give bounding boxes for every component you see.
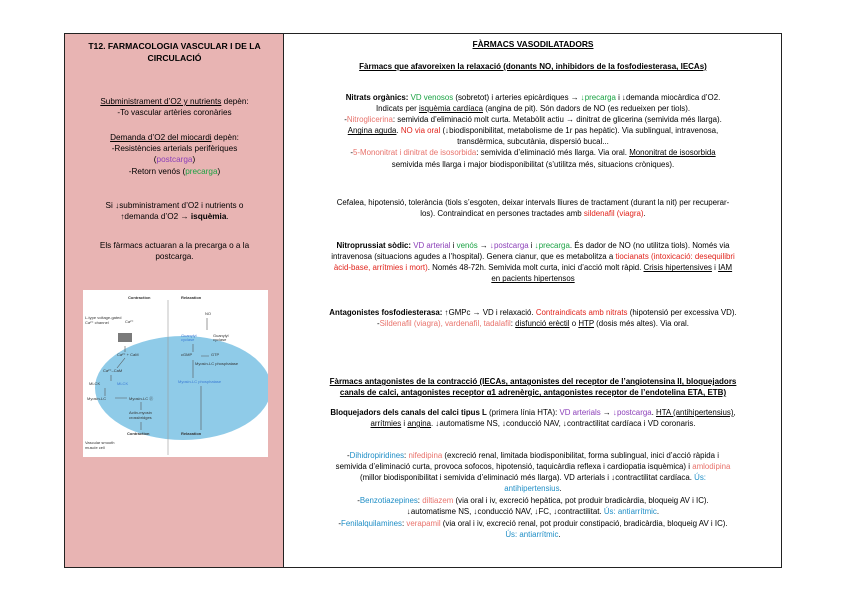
nitrats-adverse-paragraph: Cefalea, hipotensió, tolerància (tiols s’esgoten, deixar intervals lliures de tractament (durant la nit) per recuperar- los). Contraindicat en persones tractades amb sildenafil (viagra). <box>336 198 730 219</box>
precarga-label: precarga <box>185 166 218 176</box>
svg-text:MLCK: MLCK <box>89 381 101 386</box>
supply-item: -To vascular artèries coronàries <box>117 108 232 118</box>
svg-text:GTP: GTP <box>211 352 220 357</box>
svg-text:Ca²⁺–CaM: Ca²⁺–CaM <box>103 368 123 373</box>
main-title: FÀRMACS VASODILATADORS <box>472 39 594 49</box>
fosfodiesterasa-paragraph: Antagonistes fosfodiesterasa: ↑GMPc → VD i relaxació. Contraindicats amb nitrats (hipotensió per excessiva VD). -Sildenafil (viagra), vardenafil, tadalafil: disfunció erèctil o HTP (dosis més altes). Via oral. <box>329 308 737 329</box>
svg-text:Ca²⁺ channel: Ca²⁺ channel <box>85 320 109 325</box>
calcium-channel-icon <box>118 333 132 342</box>
dihidropiridines-paragraph: -Dihidropiridines: nifedipina (excreció renal, limitada biodisponibilitat, forma sublingual, inici d’acció ràpida i semivida d’eliminació curta, provoca sofocos, hipotensió, taquicàrdia reflexa i cardiopatia isquèmica) i amlodipina (millor biodisponibilitat i semivida d’eliminació més llarga). VD arterials i ↓contractilitat cardíaca. Ús: antihipertensius. <box>335 451 731 494</box>
svg-text:Myosin-LC phosphatase: Myosin-LC phosphatase <box>195 361 239 366</box>
demand-block: Demanda d’O2 del miocardi depèn: -Resistències arterials perifèriques (postcarga) -Retorn venós (precarga) <box>65 132 284 177</box>
svg-text:Guanylyl: Guanylyl <box>213 333 229 338</box>
drugs-block: Els fàrmacs actuaran a la precarga o a la postcarga. <box>99 241 250 262</box>
relaxation-title: Relaxation <box>181 295 202 300</box>
nitrats-paragraph: Nitrats orgànics: VD venosos (sobretot) i arteries epicàrdiques → ↓precarga i ↓demanda miocàrdica d’O2. Indicats per isquèmia cardíaca (angina de pit). Són dadors de NO (es redueixen per tiols). -Nitroglicerina: semivida d’eliminació molt curta. Metabòlit actiu → dinitrat de glicerina (semivida més llarga). Angina aguda. NO via oral (↓biodisponibilitat, metabolisme de 1r pas hepàtic). Via sublingual, intravenosa, transdèrmica, subcutània, dispersió bucal... -5-Mononitrat i dinitrat de isosorbida: semivida d’eliminació més llarga. Via oral. Mononitrat de isosorbida semivida més llarga i major biodisponibilitat (s’utilitza més, situacions cròniques). <box>344 93 722 169</box>
svg-text:Actin-myosin: Actin-myosin <box>129 410 152 415</box>
svg-text:crossbridges: crossbridges <box>129 415 152 420</box>
svg-text:muscle cell: muscle cell <box>85 445 105 450</box>
contraction-title: Contraction <box>128 295 151 300</box>
diagram-svg <box>83 290 268 457</box>
svg-text:MLCK: MLCK <box>117 381 129 386</box>
supply-block: Subministrament d’O2 y nutrients depèn: -To vascular artèries coronàries <box>65 96 284 118</box>
svg-text:cyclase: cyclase <box>213 337 227 342</box>
chapter-title: T12. FARMACOLOGIA VASCULAR I DE LA CIRCULACIÓ <box>88 41 261 63</box>
calcium-blockers-paragraph: Bloquejadors dels canals del calci tipus L (primera línia HTA): VD arterials → ↓postcarga. HTA (antihipertensius), arrítmies i angina. ↓automatisme NS, ↓conducció NAV, ↓contractilitat cardíaca i VD coronaris. <box>330 408 736 429</box>
ischemia-block: Si ↓subministrament d’O2 i nutrients o ↑demanda d’O2 → isquèmia. <box>105 201 244 222</box>
vasodilators-column <box>285 34 781 567</box>
svg-text:Relaxation: Relaxation <box>181 431 202 436</box>
svg-text:Myosin-LC phosphatase: Myosin-LC phosphatase <box>178 379 222 384</box>
svg-text:NO: NO <box>205 311 211 316</box>
nitroprussiat-paragraph: Nitroprussiat sòdic: VD arterial i venós → ↓postcarga i ↓precarga. És dador de NO (no utilitza tiols). Només via intravenosa (situacions agudes a l’hospital). Genera cianur, que es metabolitza a tiocianats (intoxicació: desequilibri àcid-base, arrítmies i mort). Només 48-72h. Semivida molt curta, inici d’acció molt ràpid. Crisis hipertensives i IAM en pacients hipertensos <box>331 241 735 284</box>
svg-text:Guanylyl: Guanylyl <box>181 333 197 338</box>
supply-heading: Subministrament d’O2 y nutrients <box>100 97 222 106</box>
svg-text:L-type voltage-gated: L-type voltage-gated <box>85 315 122 320</box>
demand-item-resistances: -Resistències arterials perifèriques <box>111 144 238 154</box>
svg-text:cyclase: cyclase <box>181 337 195 342</box>
postcarga-label: postcarga <box>156 155 193 165</box>
svg-text:Vascular smooth: Vascular smooth <box>85 440 115 445</box>
smooth-muscle-diagram <box>83 290 268 457</box>
ischemia-word: isquèmia <box>190 212 227 222</box>
demand-heading: Demanda d’O2 del miocardi <box>110 133 212 142</box>
fenilalquilamines-paragraph: -Fenilalquilamines: verapamil (via oral i iv, excreció renal, pot produir constipació, bradicàrdia, bloqueig AV i IC). Ús: antiarrítmic. <box>338 519 728 540</box>
svg-text:Ca²⁺: Ca²⁺ <box>125 319 134 324</box>
svg-text:Myosin-LC: Myosin-LC <box>87 396 107 401</box>
section-antagonists-heading: Fàrmacs antagonistes de la contracció (IECAs, antagonistes del receptor de l’angiotensina II, bloquejadors canals de calci, antagonistes receptor α1 adrenèrgic, antagonistes receptor de l’endotelina ETA, ETB) <box>329 377 737 397</box>
svg-text:cGMP: cGMP <box>181 352 193 357</box>
benzotiazepines-paragraph: -Benzotiazepines: diltiazem (via oral i iv, excreció hepàtica, pot produir bradicàrdia, bloqueig AV i IC). ↓automatisme NS, ↓conducció NAV, ↓FC, ↓contractilitat. Ús: antiarrítmic. <box>357 496 709 517</box>
svg-text:Contraction: Contraction <box>127 431 150 436</box>
section-relaxation-heading: Fàrmacs que afavoreixen la relaxació (donants NO, inhibidors de la fosfodiesterasa, IECAs) <box>359 62 707 71</box>
svg-text:Ca²⁺ + CaM: Ca²⁺ + CaM <box>117 352 139 357</box>
svg-text:Myosin-LC ⓟ: Myosin-LC ⓟ <box>129 396 154 401</box>
